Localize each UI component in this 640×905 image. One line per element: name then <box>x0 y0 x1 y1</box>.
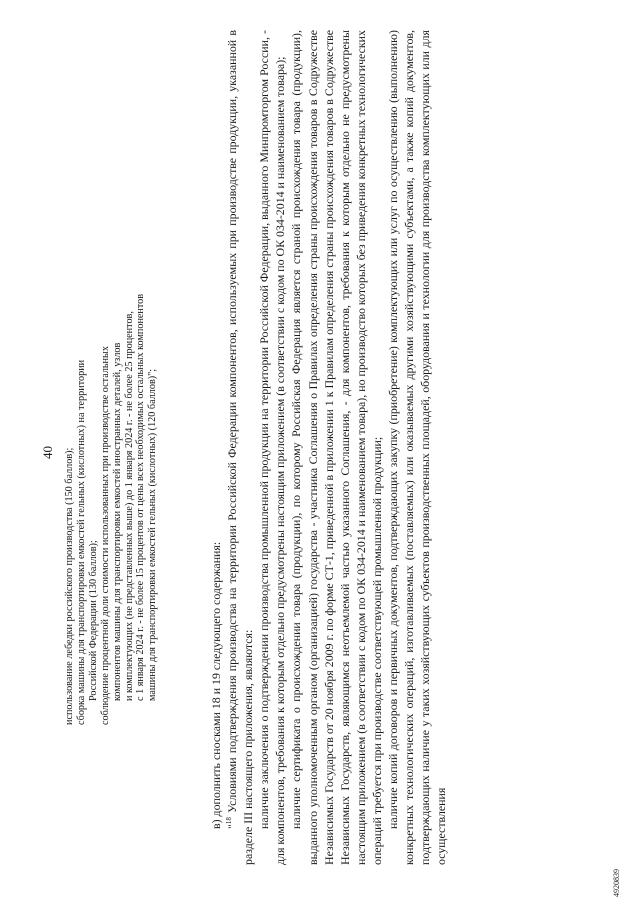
list-line: компонентов машины для транспортировки емкостей иностранных деталей, узлов <box>111 342 123 701</box>
paragraph-contracts: наличие копий договоров и первичных документов, подтверждающих закупку (приобретение) комплектующих или услуг по осуществлению (выполнению) конкретных технологических операций, изготавливаемых (поставляемых) или оказываемых другими хозяйствующими субъектами, а также копий документов, подтверждающих наличие у таких хозяйствующих субъектов производственных площадей, оборудования и технологии для производства комплектующих или для осуществления <box>386 30 449 865</box>
list-line: Российской Федерации (130 баллов); <box>87 540 99 701</box>
list-line: сборка машины для транспортировки емкостей гельных (кислотных) на территории <box>75 359 87 725</box>
list-line: машины для транспортировки емкостей гельных (кислотных) (120 баллов)"; <box>147 368 159 701</box>
document-code: 4920839 <box>612 869 621 897</box>
footnote-number: 18 <box>225 817 234 825</box>
main-text <box>208 30 449 865</box>
open-quote: " <box>225 824 240 829</box>
paragraph-certificate: наличие сертификата о происхождении товара (продукции), по которому Российская Федерация является страной происхождения товара (продукции), выданного уполномоченным органом (организацией) государства - участника Соглашения о Правилах определения страны происхождения товаров в Содружестве Независимых Государств от 20 ноября 2009 г. по форме СТ-1, приведенной в приложении 1 к Правилам определения страны происхождения товаров в Содружестве Независимых Государств, являющимся неотъемлемой частью указанного Соглашения, - для компонентов, требования к которым отдельно не предусмотрены настоящим приложением (в соответствии с кодом по ОК 034-2014 и наименованием товара), но производство которых без приведения конкретных технологических операций требуется при производстве соответствующей промышленной продукции; <box>289 30 384 865</box>
paragraph-conclusion: наличие заключения о подтверждении производства промышленной продукции на территории Российской Федерации, выданного Минпромторгом России, - для компонентов, требования к которым отдельно предусмотрены настоящим приложением (в соответствии с кодом по ОК 034-2014 и наименованием товара); <box>257 30 288 865</box>
preceding-list <box>64 165 159 725</box>
list-line: и комплектующих (не представленных выше) до 1 января 2024 г. - не более 25 процентов, <box>123 311 135 701</box>
intro-paragraph: в) дополнить сносками 18 и 19 следующего содержания: <box>209 541 223 829</box>
list-line: с 1 января 2024 г. - не более 15 процентов от цены всех необходимых остальных компонентов <box>135 293 147 701</box>
footnote-text: Условиями подтверждения производства на территории Российской Федерации компонентов, используемых при производстве продукции, указанной в разделе III настоящего приложения, являются: <box>225 30 256 865</box>
page-number: 40 <box>40 446 55 459</box>
list-line: использование лебедки российского производства (150 баллов); <box>64 447 75 725</box>
footnote-18-heading <box>224 30 256 865</box>
list-line: соблюдение процентной доли стоимости использованных при производстве остальных <box>99 346 111 725</box>
